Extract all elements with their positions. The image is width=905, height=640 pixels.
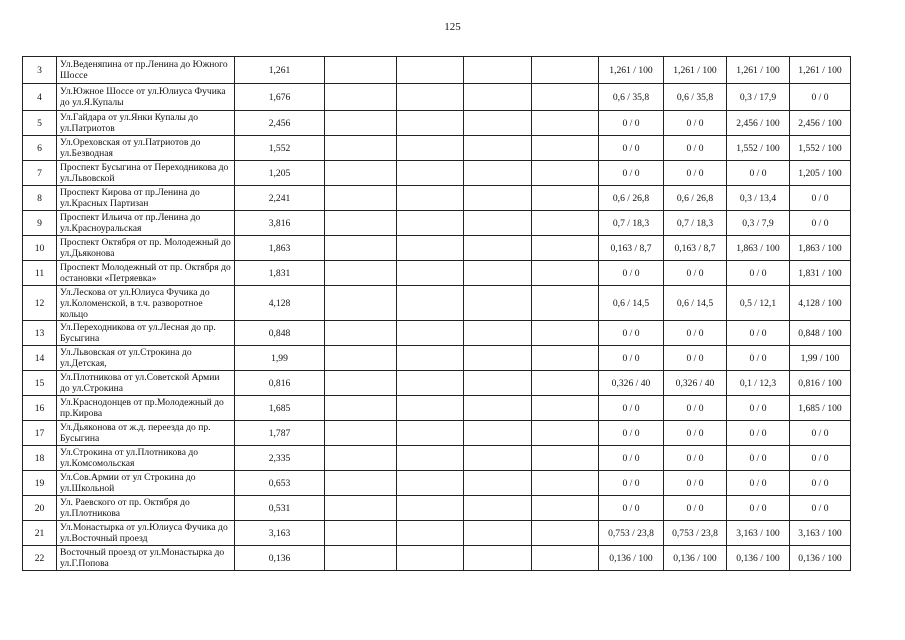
empty-cell: [325, 496, 397, 521]
value-cell-4: 0,816 / 100: [790, 371, 851, 396]
empty-cell: [464, 321, 532, 346]
value-cell-3: 0 / 0: [727, 321, 790, 346]
value-cell-1: 0 / 0: [599, 446, 664, 471]
value-cell-4: 0,136 / 100: [790, 546, 851, 571]
road-name-cell: Ул.Гайдара от ул.Янки Купалы до ул.Патриотов: [57, 111, 235, 136]
empty-cell: [532, 496, 599, 521]
empty-cell: [532, 396, 599, 421]
road-name-cell: Ул.Лескова от ул.Юлиуса Фучика до ул.Коломенской, в т.ч. разворотное кольцо: [57, 286, 235, 321]
value-cell-1: 0 / 0: [599, 136, 664, 161]
value-cell-2: 0 / 0: [664, 136, 727, 161]
value-cell-4: 0,848 / 100: [790, 321, 851, 346]
value-cell-2: 0,163 / 8,7: [664, 236, 727, 261]
empty-cell: [532, 346, 599, 371]
road-name-cell: Проспект Молодежный от пр. Октября до остановки «Петряевка»: [57, 261, 235, 286]
empty-cell: [532, 211, 599, 236]
empty-cell: [532, 286, 599, 321]
value-cell-4: 1,863 / 100: [790, 236, 851, 261]
value-cell-3: 0 / 0: [727, 161, 790, 186]
table-row: [23, 84, 851, 111]
road-name-cell: Проспект Бусыгина от Переходникова до ул.Львовской: [57, 161, 235, 186]
value-cell-2: 0,326 / 40: [664, 371, 727, 396]
empty-cell: [397, 471, 464, 496]
empty-cell: [397, 236, 464, 261]
value-cell-4: 2,456 / 100: [790, 111, 851, 136]
empty-cell: [397, 84, 464, 111]
value-cell-1: 0 / 0: [599, 161, 664, 186]
value-cell-2: 0,7 / 18,3: [664, 211, 727, 236]
value-cell-3: 0,3 / 13,4: [727, 186, 790, 211]
road-name-cell: Ул.Краснодонцев от пр.Молодежный до пр.Кирова: [57, 396, 235, 421]
empty-cell: [532, 446, 599, 471]
empty-cell: [532, 261, 599, 286]
empty-cell: [464, 84, 532, 111]
row-number-cell: 19: [23, 471, 57, 496]
table-row: [23, 136, 851, 161]
row-number-cell: 10: [23, 236, 57, 261]
empty-cell: [325, 286, 397, 321]
table-row: [23, 346, 851, 371]
value-cell-4: 1,205 / 100: [790, 161, 851, 186]
empty-cell: [397, 371, 464, 396]
empty-cell: [464, 521, 532, 546]
table-row: [23, 321, 851, 346]
table-row: [23, 161, 851, 186]
empty-cell: [464, 546, 532, 571]
value-cell-4: 1,552 / 100: [790, 136, 851, 161]
table-row: [23, 546, 851, 571]
empty-cell: [464, 136, 532, 161]
value-cell-2: 0 / 0: [664, 346, 727, 371]
empty-cell: [397, 136, 464, 161]
road-name-cell: Ул.Веденяпина от пр.Ленина до Южного Шоссе: [57, 57, 235, 84]
value-cell-1: 0,6 / 26,8: [599, 186, 664, 211]
empty-cell: [464, 161, 532, 186]
table-row: [23, 261, 851, 286]
road-length-cell: 0,136: [235, 546, 325, 571]
row-number-cell: 22: [23, 546, 57, 571]
value-cell-4: 4,128 / 100: [790, 286, 851, 321]
empty-cell: [464, 471, 532, 496]
value-cell-3: 0,3 / 17,9: [727, 84, 790, 111]
empty-cell: [532, 57, 599, 84]
empty-cell: [325, 211, 397, 236]
value-cell-4: 1,685 / 100: [790, 396, 851, 421]
road-length-cell: 1,99: [235, 346, 325, 371]
value-cell-4: 0 / 0: [790, 211, 851, 236]
value-cell-3: 2,456 / 100: [727, 111, 790, 136]
road-length-cell: 2,335: [235, 446, 325, 471]
road-length-cell: 4,128: [235, 286, 325, 321]
empty-cell: [325, 396, 397, 421]
empty-cell: [464, 346, 532, 371]
empty-cell: [397, 57, 464, 84]
road-name-cell: Восточный проезд от ул.Монастырка до ул.Г.Попова: [57, 546, 235, 571]
road-length-cell: 0,531: [235, 496, 325, 521]
empty-cell: [464, 236, 532, 261]
value-cell-3: 0 / 0: [727, 396, 790, 421]
road-length-cell: 1,676: [235, 84, 325, 111]
value-cell-2: 0 / 0: [664, 446, 727, 471]
value-cell-3: 0,136 / 100: [727, 546, 790, 571]
empty-cell: [532, 161, 599, 186]
road-length-cell: 1,831: [235, 261, 325, 286]
table-row: [23, 496, 851, 521]
table-row: [23, 236, 851, 261]
empty-cell: [532, 521, 599, 546]
empty-cell: [325, 321, 397, 346]
empty-cell: [464, 421, 532, 446]
empty-cell: [325, 421, 397, 446]
empty-cell: [325, 111, 397, 136]
value-cell-1: 0,7 / 18,3: [599, 211, 664, 236]
value-cell-1: 0 / 0: [599, 396, 664, 421]
empty-cell: [325, 521, 397, 546]
empty-cell: [325, 57, 397, 84]
empty-cell: [464, 186, 532, 211]
empty-cell: [325, 261, 397, 286]
value-cell-2: 0 / 0: [664, 111, 727, 136]
table-row: [23, 211, 851, 236]
empty-cell: [397, 286, 464, 321]
road-length-cell: 3,163: [235, 521, 325, 546]
value-cell-1: 0 / 0: [599, 496, 664, 521]
road-name-cell: Ул.Строкина от ул.Плотникова до ул.Комсомольская: [57, 446, 235, 471]
empty-cell: [397, 186, 464, 211]
row-number-cell: 11: [23, 261, 57, 286]
value-cell-2: 0,6 / 35,8: [664, 84, 727, 111]
table-row: [23, 471, 851, 496]
value-cell-3: 0 / 0: [727, 471, 790, 496]
empty-cell: [397, 396, 464, 421]
road-name-cell: Ул.Сов.Армии от ул Строкина до ул.Школьной: [57, 471, 235, 496]
empty-cell: [397, 496, 464, 521]
row-number-cell: 5: [23, 111, 57, 136]
empty-cell: [325, 471, 397, 496]
row-number-cell: 9: [23, 211, 57, 236]
road-length-cell: 2,456: [235, 111, 325, 136]
empty-cell: [532, 136, 599, 161]
road-name-cell: Ул. Раевского от пр. Октября до ул.Плотникова: [57, 496, 235, 521]
empty-cell: [532, 236, 599, 261]
value-cell-1: 0 / 0: [599, 346, 664, 371]
value-cell-4: 0 / 0: [790, 471, 851, 496]
empty-cell: [464, 396, 532, 421]
empty-cell: [532, 186, 599, 211]
value-cell-1: 0 / 0: [599, 261, 664, 286]
road-name-cell: Ул.Южное Шоссе от ул.Юлиуса Фучика до ул.Я.Купалы: [57, 84, 235, 111]
value-cell-2: 0,136 / 100: [664, 546, 727, 571]
value-cell-4: 0 / 0: [790, 496, 851, 521]
empty-cell: [397, 111, 464, 136]
empty-cell: [532, 321, 599, 346]
empty-cell: [325, 136, 397, 161]
row-number-cell: 16: [23, 396, 57, 421]
value-cell-3: 1,863 / 100: [727, 236, 790, 261]
table-row: [23, 446, 851, 471]
empty-cell: [532, 84, 599, 111]
road-length-cell: 1,685: [235, 396, 325, 421]
road-name-cell: Проспект Кирова от пр.Ленина до ул.Красных Партизан: [57, 186, 235, 211]
empty-cell: [464, 371, 532, 396]
empty-cell: [325, 186, 397, 211]
value-cell-3: 0,3 / 7,9: [727, 211, 790, 236]
value-cell-1: 0,136 / 100: [599, 546, 664, 571]
row-number-cell: 12: [23, 286, 57, 321]
value-cell-1: 0,6 / 14,5: [599, 286, 664, 321]
road-length-cell: 1,787: [235, 421, 325, 446]
empty-cell: [397, 346, 464, 371]
value-cell-1: 0,163 / 8,7: [599, 236, 664, 261]
value-cell-2: 0 / 0: [664, 471, 727, 496]
value-cell-2: 0 / 0: [664, 496, 727, 521]
empty-cell: [464, 211, 532, 236]
empty-cell: [397, 546, 464, 571]
value-cell-3: 0,1 / 12,3: [727, 371, 790, 396]
empty-cell: [532, 111, 599, 136]
value-cell-2: 0,753 / 23,8: [664, 521, 727, 546]
table-row: [23, 371, 851, 396]
value-cell-3: 0 / 0: [727, 496, 790, 521]
value-cell-4: 0 / 0: [790, 421, 851, 446]
value-cell-3: 0 / 0: [727, 346, 790, 371]
value-cell-4: 0 / 0: [790, 84, 851, 111]
road-name-cell: Ул.Переходникова от ул.Лесная до пр. Бусыгина: [57, 321, 235, 346]
value-cell-3: 0 / 0: [727, 446, 790, 471]
value-cell-2: 0 / 0: [664, 421, 727, 446]
row-number-cell: 8: [23, 186, 57, 211]
empty-cell: [325, 371, 397, 396]
road-name-cell: Ул.Монастырка от ул.Юлиуса Фучика до ул.Восточный проезд: [57, 521, 235, 546]
roads-table: [22, 56, 851, 571]
value-cell-1: 0,753 / 23,8: [599, 521, 664, 546]
road-length-cell: 1,261: [235, 57, 325, 84]
table-row: [23, 396, 851, 421]
empty-cell: [325, 236, 397, 261]
road-name-cell: Проспект Октября от пр. Молодежный до ул.Дьяконова: [57, 236, 235, 261]
value-cell-4: 3,163 / 100: [790, 521, 851, 546]
row-number-cell: 17: [23, 421, 57, 446]
empty-cell: [397, 321, 464, 346]
table-row: [23, 57, 851, 84]
road-length-cell: 0,816: [235, 371, 325, 396]
value-cell-1: 0,326 / 40: [599, 371, 664, 396]
value-cell-3: 1,552 / 100: [727, 136, 790, 161]
empty-cell: [532, 546, 599, 571]
empty-cell: [325, 346, 397, 371]
row-number-cell: 15: [23, 371, 57, 396]
page-number: 125: [444, 21, 461, 33]
value-cell-4: 1,261 / 100: [790, 57, 851, 84]
road-length-cell: 3,816: [235, 211, 325, 236]
value-cell-3: 0 / 0: [727, 261, 790, 286]
value-cell-2: 0,6 / 14,5: [664, 286, 727, 321]
value-cell-1: 0 / 0: [599, 111, 664, 136]
value-cell-4: 1,99 / 100: [790, 346, 851, 371]
road-length-cell: 1,552: [235, 136, 325, 161]
value-cell-3: 3,163 / 100: [727, 521, 790, 546]
row-number-cell: 3: [23, 57, 57, 84]
table-row: [23, 111, 851, 136]
empty-cell: [397, 421, 464, 446]
road-name-cell: Проспект Ильича от пр.Ленина до ул.Красноуральская: [57, 211, 235, 236]
empty-cell: [325, 84, 397, 111]
value-cell-4: 0 / 0: [790, 446, 851, 471]
empty-cell: [397, 161, 464, 186]
table-row: [23, 521, 851, 546]
empty-cell: [325, 446, 397, 471]
empty-cell: [325, 161, 397, 186]
road-length-cell: 2,241: [235, 186, 325, 211]
empty-cell: [325, 546, 397, 571]
empty-cell: [397, 521, 464, 546]
road-name-cell: Ул.Дьяконова от ж.д. переезда до пр. Бусыгина: [57, 421, 235, 446]
empty-cell: [532, 371, 599, 396]
road-name-cell: Ул.Плотникова от ул.Советской Армии до ул.Строкина: [57, 371, 235, 396]
value-cell-2: 0,6 / 26,8: [664, 186, 727, 211]
row-number-cell: 14: [23, 346, 57, 371]
value-cell-1: 1,261 / 100: [599, 57, 664, 84]
value-cell-1: 0 / 0: [599, 471, 664, 496]
value-cell-2: 0 / 0: [664, 321, 727, 346]
value-cell-1: 0 / 0: [599, 421, 664, 446]
road-name-cell: Ул.Ореховская от ул.Патриотов до ул.Безводная: [57, 136, 235, 161]
row-number-cell: 20: [23, 496, 57, 521]
empty-cell: [464, 57, 532, 84]
empty-cell: [532, 471, 599, 496]
row-number-cell: 21: [23, 521, 57, 546]
empty-cell: [464, 286, 532, 321]
empty-cell: [397, 211, 464, 236]
value-cell-3: 0,5 / 12,1: [727, 286, 790, 321]
road-length-cell: 0,653: [235, 471, 325, 496]
road-length-cell: 0,848: [235, 321, 325, 346]
table-body: [23, 57, 851, 571]
value-cell-4: 0 / 0: [790, 186, 851, 211]
value-cell-2: 0 / 0: [664, 261, 727, 286]
value-cell-3: 1,261 / 100: [727, 57, 790, 84]
row-number-cell: 6: [23, 136, 57, 161]
value-cell-2: 0 / 0: [664, 396, 727, 421]
road-name-cell: Ул.Львовская от ул.Строкина до ул.Детская,: [57, 346, 235, 371]
empty-cell: [532, 421, 599, 446]
row-number-cell: 7: [23, 161, 57, 186]
table-row: [23, 286, 851, 321]
road-length-cell: 1,863: [235, 236, 325, 261]
value-cell-1: 0 / 0: [599, 321, 664, 346]
empty-cell: [397, 261, 464, 286]
value-cell-2: 1,261 / 100: [664, 57, 727, 84]
row-number-cell: 18: [23, 446, 57, 471]
row-number-cell: 4: [23, 84, 57, 111]
road-length-cell: 1,205: [235, 161, 325, 186]
empty-cell: [464, 111, 532, 136]
empty-cell: [397, 446, 464, 471]
empty-cell: [464, 446, 532, 471]
empty-cell: [464, 496, 532, 521]
value-cell-4: 1,831 / 100: [790, 261, 851, 286]
row-number-cell: 13: [23, 321, 57, 346]
value-cell-2: 0 / 0: [664, 161, 727, 186]
value-cell-3: 0 / 0: [727, 421, 790, 446]
table-row: [23, 421, 851, 446]
table-row: [23, 186, 851, 211]
value-cell-1: 0,6 / 35,8: [599, 84, 664, 111]
empty-cell: [464, 261, 532, 286]
